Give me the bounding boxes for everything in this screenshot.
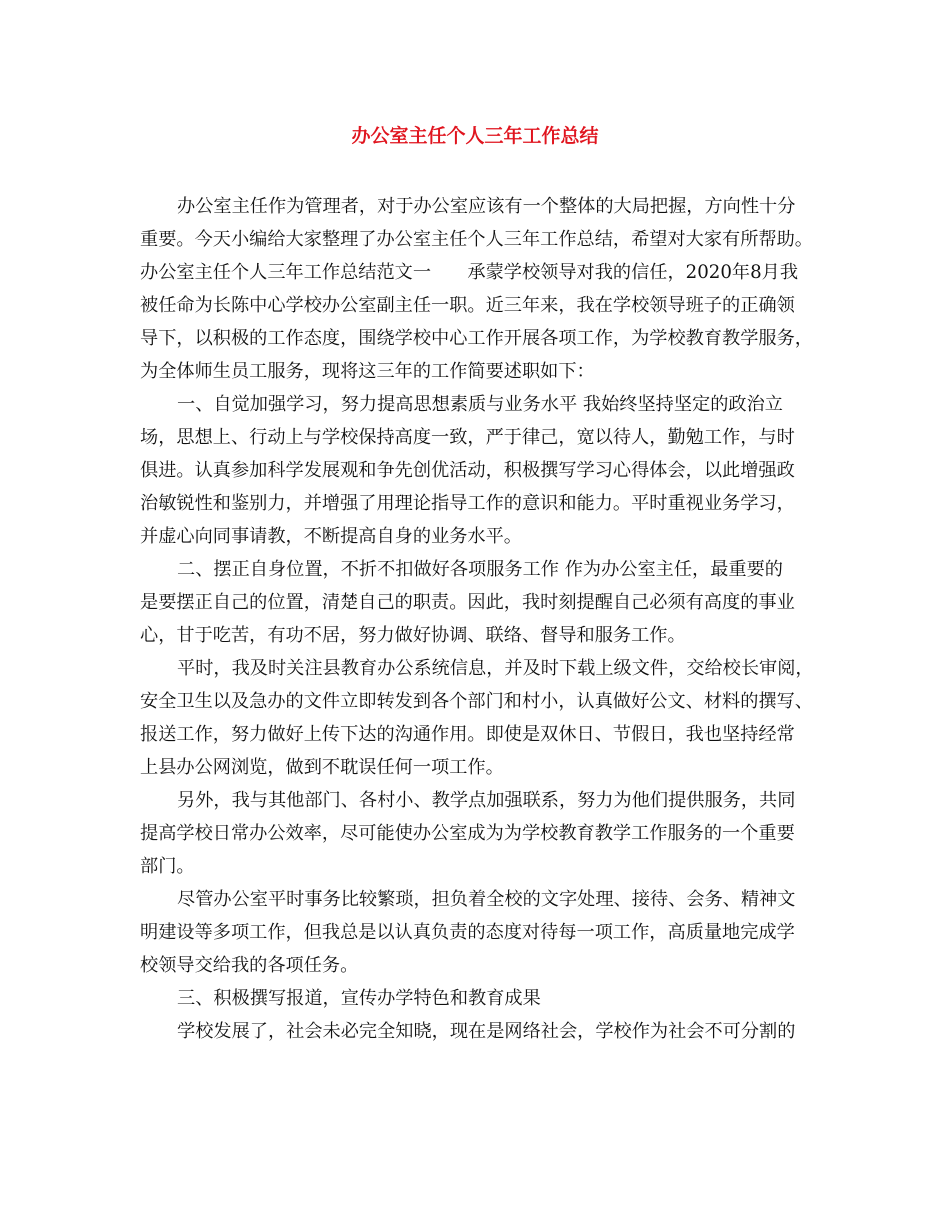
- body-line: 办公室主任个人三年工作总结范文一 承蒙学校领导对我的信任，2020年8月我: [140, 262, 799, 283]
- body-line: 平时，我及时关注县教育办公系统信息，并及时下载上级文件，交给校长审阅，: [177, 658, 814, 679]
- body-line: 部门。: [140, 856, 195, 877]
- body-line: 场，思想上、行动上与学校保持高度一致，严于律己，宽以待人，勤勉工作，与时: [140, 427, 795, 448]
- body-line: 明建设等多项工作，但我总是以认真负责的态度对待每一项工作，高质量地完成学: [140, 922, 795, 943]
- body-line: 提高学校日常办公效率，尽可能使办公室成为为学校教育教学工作服务的一个重要: [140, 823, 795, 844]
- body-line: 为全体师生员工服务，现将这三年的工作简要述职如下：: [140, 361, 595, 382]
- body-line: 三、积极撰写报道，宣传办学特色和教育成果: [177, 988, 541, 1009]
- body-line: 治敏锐性和鉴别力，并增强了用理论指导工作的意识和能力。平时重视业务学习，: [140, 493, 795, 514]
- body-line: 上县办公网浏览，做到不耽误任何一项工作。: [140, 757, 504, 778]
- body-line: 俱进。认真参加科学发展观和争先创优活动，积极撰写学习心得体会，以此增强政: [140, 460, 795, 481]
- body-line: 尽管办公室平时事务比较繁琐，担负着全校的文字处理、接待、会务、精神文: [177, 889, 796, 910]
- body-line: 心，甘于吃苦，有功不居，努力做好协调、联络、督导和服务工作。: [140, 625, 686, 646]
- body-line: 学校发展了，社会未必完全知晓，现在是网络社会，学校作为社会不可分割的: [177, 1021, 796, 1042]
- body-line: 校领导交给我的各项任务。: [140, 955, 359, 976]
- body-line: 是要摆正自己的位置，清楚自己的职责。因此，我时刻提醒自己必须有高度的事业: [140, 592, 795, 613]
- body-line: 报送工作，努力做好上传下达的沟通作用。即使是双休日、节假日，我也坚持经常: [140, 724, 795, 745]
- body-line: 安全卫生以及急办的文件立即转发到各个部门和村小，认真做好公文、材料的撰写、: [140, 691, 813, 712]
- body-line: 重要。今天小编给大家整理了办公室主任个人三年工作总结，希望对大家有所帮助。: [140, 229, 813, 250]
- body-line: 被任命为长陈中心学校办公室副主任一职。近三年来，我在学校领导班子的正确领: [140, 295, 795, 316]
- body-line: 办公室主任作为管理者，对于办公室应该有一个整体的大局把握，方向性十分: [177, 196, 796, 217]
- document-title: 办公室主任个人三年工作总结: [351, 125, 599, 147]
- body-line: 并虚心向同事请教，不断提高自身的业务水平。: [140, 526, 522, 547]
- body-line: 一、自觉加强学习，努力提高思想素质与业务水平 我始终坚持坚定的政治立: [177, 394, 783, 415]
- body-line: 二、摆正自身位置，不折不扣做好各项服务工作 作为办公室主任，最重要的: [177, 559, 783, 580]
- body-line: 另外，我与其他部门、各村小、教学点加强联系，努力为他们提供服务，共同: [177, 790, 796, 811]
- body-line: 导下，以积极的工作态度，围绕学校中心工作开展各项工作，为学校教育教学服务，: [140, 328, 813, 349]
